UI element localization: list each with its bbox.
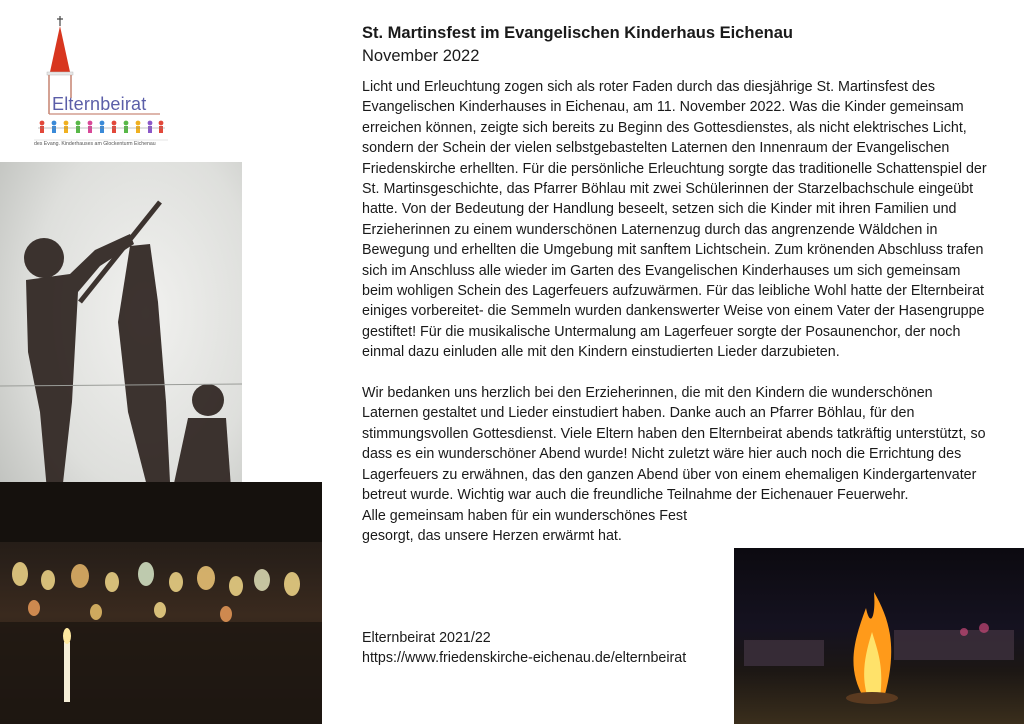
paragraph-2: Wir bedanken uns herzlich bei den Erzieherinnen, die mit den Kindern die wunderschönen Laternen gestaltet und Lieder einstudiert haben. Danke auch an Pfarrer Böhlau, für den stimmungsvollen Gottesdienst. Viele Eltern haben den Elternbeirat abends tatkräftig unterstützt, so dass es ein wunderschöner Abend wurde! Nicht zuletzt wäre hier auch noch die Errichtung des Lagerfeuers zu erwähnen, das den ganzen Abend über von einem ehemaligen Kindergartenvater betreut wurde. Wichtig war auch die freundliche Teilnahme der Eichenauer Feuerwehr. — [362, 385, 986, 504]
logo-subtitle: des Evang. Kinderhauses am Glockenturm Eichenau — [34, 141, 156, 147]
logo-name: Elternbeirat — [52, 94, 147, 114]
children-figures-icon — [38, 121, 165, 133]
church-steeple-icon — [30, 12, 172, 154]
signature: Elternbeirat 2021/22 — [362, 630, 491, 646]
paragraph-1: Licht und Erleuchtung zogen sich als roter Faden durch das diesjährige St. Martinsfest des Evangelischen Kinderhauses in Eichenau, am 11. November 2022. Was die Kinder gemeinsam erreichen können, zeigte sich bereits zu Beginn des Gottesdienstes, als nicht elektrisches Licht, sondern der Schein der vielen selbstgebastelten Laternen den Innenraum der Evangelischen Friedenskirche erhellten. Für die persönliche Erleuchtung sorgte das traditionelle Schattenspiel der St. Martinsgeschichte, das Pfarrer Böhlau mit zwei Schülerinnen der Starzelbachschule eingeübt hatte. Von der Bedeutung der Handlung beseelt, setzen sich die Kinder mit ihren Familien und Erzieherinnen zu einem wunderschönen Laternenzug durch das angrenzende Wäldchen in Bewegung und erhellten die Umgebung mit sanftem Lichtschein. Zum krönenden Abschluss trafen sich im Anschluss alle wieder im Garten des Evangelischen Kinderhauses um sich gemeinsam beim wohligen Schein des Lagerfeuers aufzuwärmen. Für das leibliche Wohl hatte der Elternbeirat einiges vorbereitet- die Semmeln wurden dankenswerter Weise von einem Vater der Hasengruppe gestiftet! Für die musikalische Untermalung am Lagerfeuer sorgte der Posaunenchor, der noch einmal dazu einluden alle mit den Kindern einstudierten Lieder darzubieten. — [362, 79, 987, 361]
elternbeirat-logo — [30, 12, 172, 154]
bonfire-photo — [734, 548, 1024, 724]
lantern-church-photo — [0, 482, 322, 724]
signature-block — [362, 628, 686, 669]
article-date: November 2022 — [362, 47, 480, 65]
closing-line-2: gesorgt, das unsere Herzen erwärmt hat. — [362, 527, 622, 544]
article-body — [362, 77, 990, 546]
closing-line-1: Alle gemeinsam haben für ein wunderschönes Fest — [362, 507, 688, 524]
website-link[interactable]: https://www.friedenskirche-eichenau.de/elternbeirat — [362, 650, 687, 667]
article-title: St. Martinsfest im Evangelischen Kinderhaus Eichenau — [362, 24, 793, 42]
